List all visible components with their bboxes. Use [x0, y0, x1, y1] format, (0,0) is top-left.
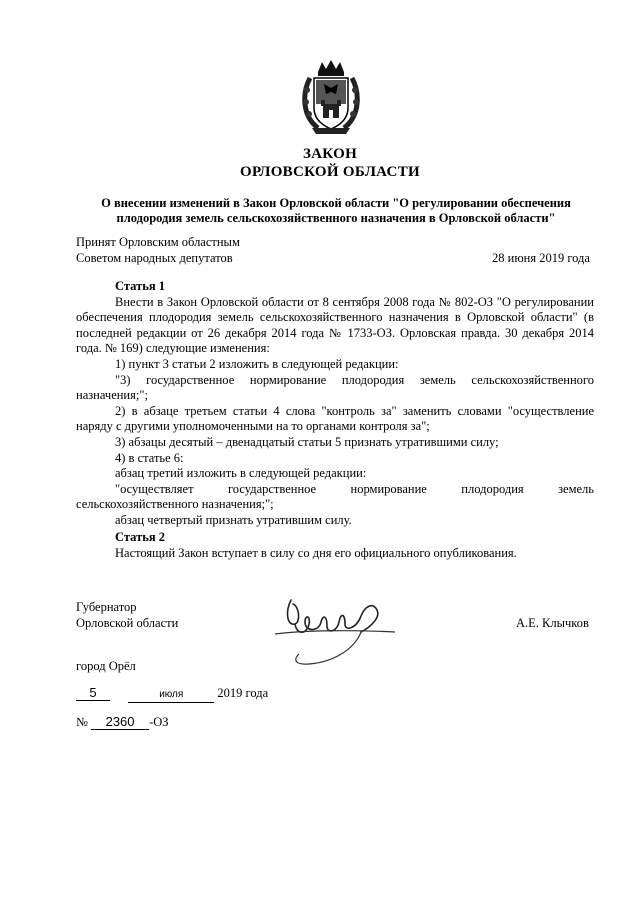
law-subject	[76, 196, 596, 226]
signing-year: 2019 года	[217, 686, 269, 700]
article-1-item-4: 4) в статье 6:	[115, 450, 184, 465]
article-2-text: Настоящий Закон вступает в силу со дня его официального опубликования.	[115, 545, 517, 560]
signing-day: 5	[76, 685, 110, 701]
article-1-heading: Статья 1	[115, 279, 165, 293]
article-2-heading: Статья 2	[115, 530, 165, 544]
law-title: ЗАКОН	[302, 146, 358, 162]
adopted-by-line-2: Советом народных депутатов	[76, 251, 233, 265]
law-number-line	[76, 714, 169, 730]
city-line: город Орёл	[76, 659, 136, 673]
article-1-item-4-a-text: "осуществляет государственное нормирование плодородия земель сельскохозяйственного назначения;";	[76, 481, 594, 512]
article-1-item-2: 2) в абзаце третьем статьи 4 слова "контроль за" заменить словами "осуществление наряду с другими уполномоченными на то органами контроля за";	[76, 403, 594, 434]
governor-title-line-1: Губернатор	[76, 600, 137, 614]
governor-title-line-2: Орловской области	[76, 616, 179, 630]
article-1-item-1: 1) пункт 3 статьи 2 изложить в следующей редакции:	[115, 356, 399, 371]
article-1-item-4-a: абзац третий изложить в следующей редакции:	[115, 466, 367, 481]
law-number-suffix: -ОЗ	[149, 715, 169, 729]
coat-of-arms-emblem	[300, 58, 362, 136]
governor-name: А.Е. Клычков	[516, 616, 589, 630]
law-number-prefix: №	[76, 715, 88, 729]
region-title: ОРЛОВСКОЙ ОБЛАСТИ	[240, 164, 420, 180]
article-1-item-1-text: "3) государственное нормирование плодородия земель сельскохозяйственного назначения;";	[76, 372, 594, 403]
law-subject-line-1: О внесении изменений в Закон Орловской области "О регулировании обеспечения	[101, 196, 571, 210]
article-1	[76, 279, 594, 529]
article-1-item-3: 3) абзацы десятый – двенадцатый статьи 5 признать утратившими силу;	[115, 434, 499, 449]
adopted-by-line-1: Принят Орловским областным	[76, 235, 240, 249]
signing-month: июля	[128, 687, 214, 703]
article-2	[76, 530, 594, 561]
law-subject-line-2: плодородия земель сельскохозяйственного назначения в Орловской области"	[116, 211, 556, 225]
adoption-date: 28 июня 2019 года	[492, 251, 590, 265]
article-1-item-4-b: абзац четвертый признать утратившим силу.	[115, 512, 352, 527]
law-number: 2360	[91, 714, 149, 730]
handwritten-signature	[265, 592, 405, 672]
signing-date-line	[76, 685, 268, 703]
article-1-intro: Внести в Закон Орловской области от 8 сентября 2008 года № 802-ОЗ "О регулировании обеспечения плодородия земель сельскохозяйственного назначения в Орловской области" (в последней редакции от 26 декабря 2014 года № 1733-ОЗ. Орловская правда. 30 декабря 2014 года. № 169) следующие изменения:	[76, 294, 594, 356]
